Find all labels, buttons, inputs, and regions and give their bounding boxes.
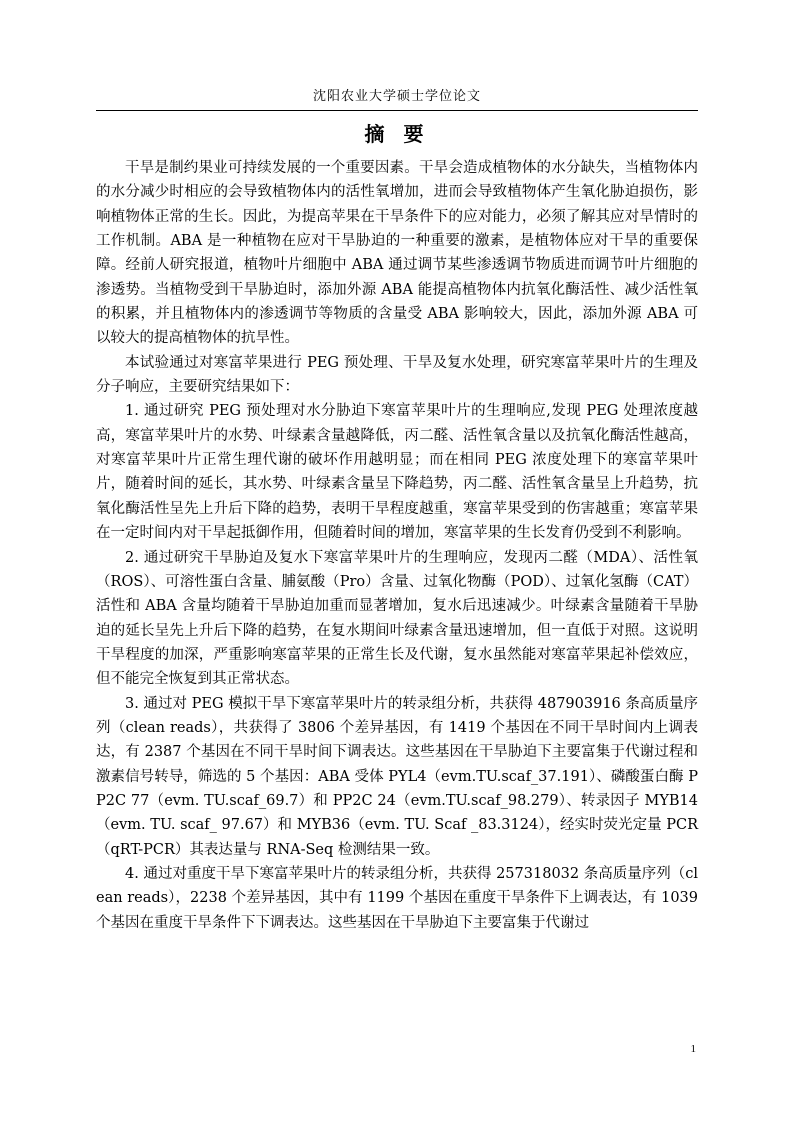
running-header: 沈阳农业大学硕士学位论文 — [312, 89, 481, 104]
abstract-body — [96, 156, 698, 935]
intro-paragraph: 干旱是制约果业可持续发展的一个重要因素。干旱会造成植物体的水分缺失，当植物体内的水分减少时相应的会导致植物体内的活性氧增加，进而会导致植物体产生氧化胁迫损伤，影响植物体正常的生长。因此，为提高苹果在干旱条件下的应对能力，必须了解其应对旱情时的工作机制。ABA 是一种植物在应对干旱胁迫的一种重要的激素，是植物体应对干旱的重要保障。经前人研究报道，植物叶片细胞中 ABA 通过调节某些渗透调节物质进而调节叶片细胞的渗透势。当植物受到干旱胁迫时，添加外源 ABA 能提高植物体内抗氧化酶活性、减少活性氧的积累，并且植物体内的渗透调节等物质的含量受 ABA 影响较大，因此，添加外源 ABA 可以较大的提高植物体的抗旱性。 — [96, 160, 698, 347]
result-paragraph-4: 4. 通过对重度干旱下寒富苹果叶片的转录组分析，共获得 257318032 条高质量序列（clean reads），2238 个差异基因，其中有 1199 个基因在重度干旱条件下上调表达，有 1039 个基因在重度干旱条件下下调表达。这些基因在干旱胁迫下主要富集于代谢过 — [96, 865, 698, 931]
method-paragraph: 本试验通过对寒富苹果进行 PEG 预处理、干旱及复水处理，研究寒富苹果叶片的生理及分子响应，主要研究结果如下： — [96, 354, 698, 396]
header-rule — [96, 110, 698, 111]
result-paragraph-3: 3. 通过对 PEG 模拟干旱下寒富苹果叶片的转录组分析，共获得 487903916 条高质量序列（clean reads），共获得了 3806 个差异基因，有 1419 个基因在不同干旱时间内上调表达，有 2387 个基因在不同干旱时间下调表达。这些基因在干旱胁迫下主要富集于代谢过程和激素信号转导，筛选的 5 个基因：ABA 受体 PYL4（evm.TU.scaf_37.191）、磷酸蛋白酶 PP2C 77（evm. TU.scaf_69.7）和 PP2C 24（evm.TU.scaf_98.279）、转录因子 MYB14（evm. TU. scaf_ 97.67）和 MYB36（evm. TU. Scaf _83.3124），经实时荧光定量 PCR（qRT-PCR）其表达量与 RNA-Seq 检测结果一致。 — [96, 695, 698, 858]
result-paragraph-2: 2. 通过研究干旱胁迫及复水下寒富苹果叶片的生理响应，发现丙二醛（MDA）、活性氧（ROS）、可溶性蛋白含量、脯氨酸（Pro）含量、过氧化物酶（POD）、过氧化氢酶（CAT）活性和 ABA 含量均随着干旱胁迫加重而显著增加，复水后迅速减少。叶绿素含量随着干旱胁迫的延长呈先上升后下降的趋势，在复水期间叶绿素含量迅速增加，但一直低于对照。这说明干旱程度的加深，严重影响寒富苹果的正常生长及代谢，复水虽然能对寒富苹果起补偿效应，但不能完全恢复到其正常状态。 — [96, 549, 698, 688]
result-paragraph-1: 1. 通过研究 PEG 预处理对水分胁迫下寒富苹果叶片的生理响应,发现 PEG 处理浓度越高，寒富苹果叶片的水势、叶绿素含量越降低，丙二醛、活性氧含量以及抗氧化酶活性越高，对寒富苹果叶片正常生理代谢的破坏作用越明显；而在相同 PEG 浓度处理下的寒富苹果叶片，随着时间的延长，其水势、叶绿素含量呈下降趋势，丙二醛、活性氧含量呈上升趋势，抗氧化酶活性呈先上升后下降的趋势，表明干旱程度越重，寒富苹果受到的伤害越重；寒富苹果在一定时间内对干旱起抵御作用，但随着时间的增加，寒富苹果的生长发育仍受到不利影响。 — [96, 403, 698, 542]
page-number: 1 — [690, 1043, 696, 1055]
abstract-title: 摘 要 — [364, 122, 430, 146]
